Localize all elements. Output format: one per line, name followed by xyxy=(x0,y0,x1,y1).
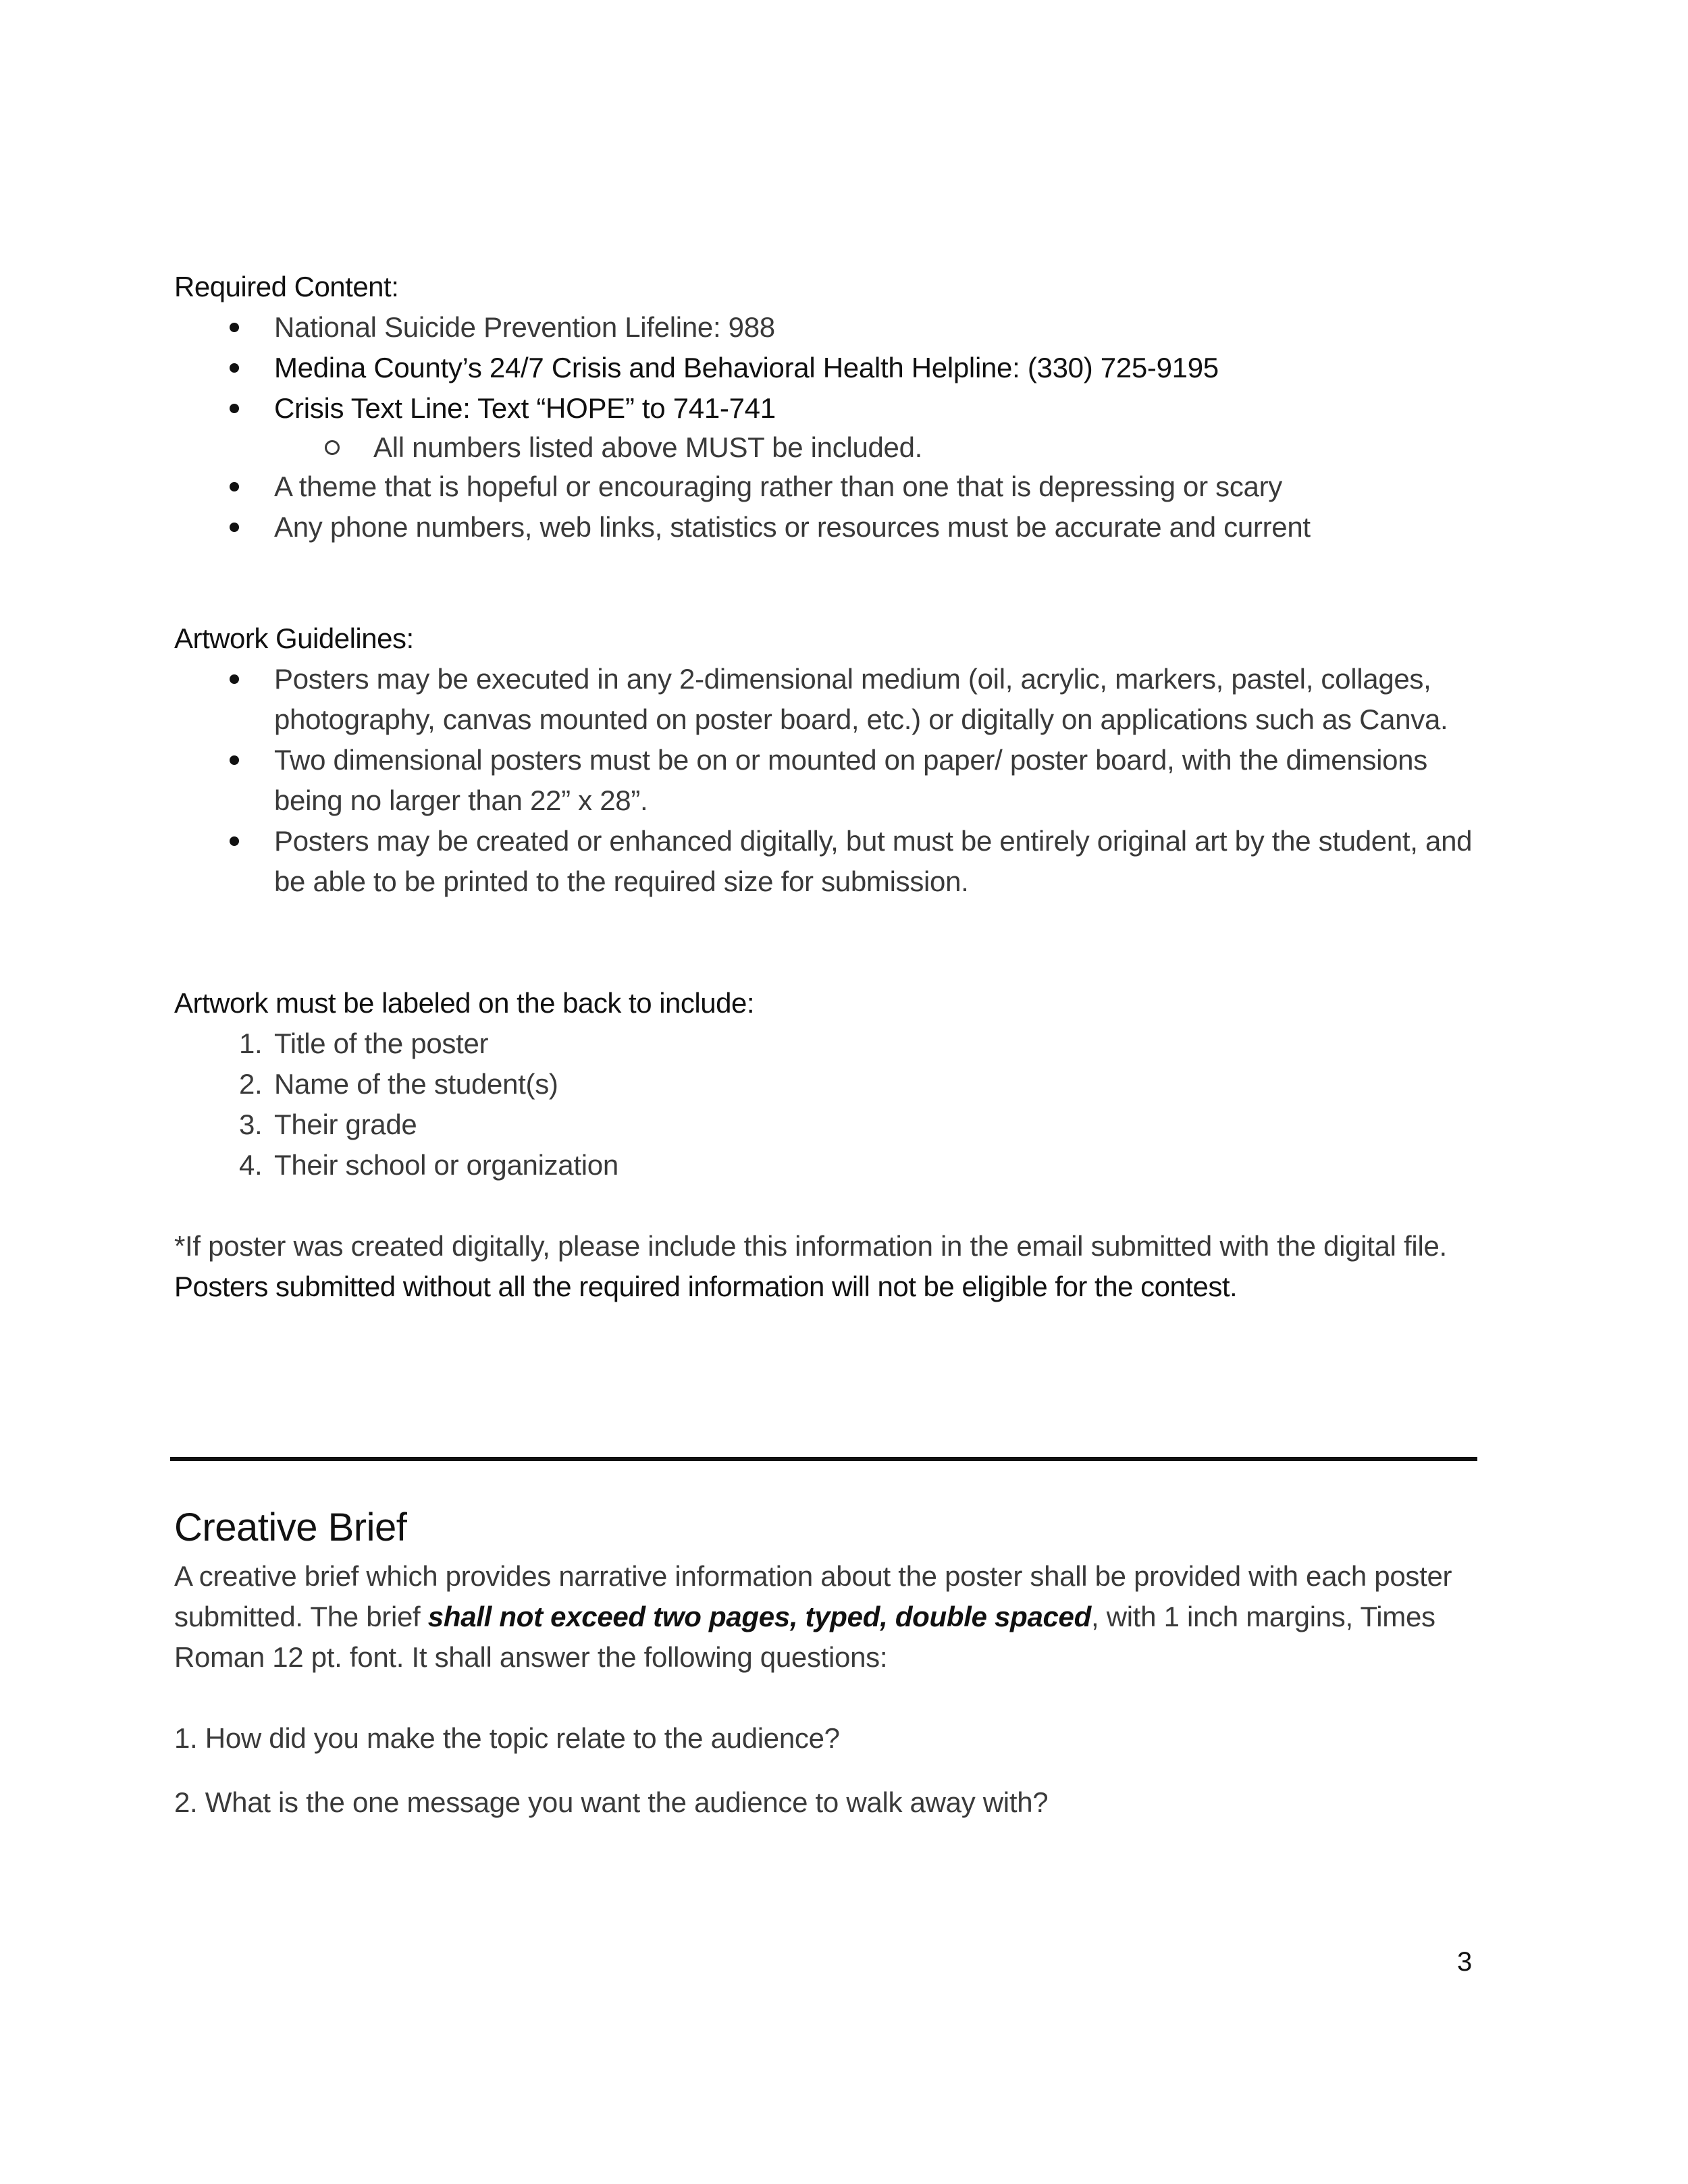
list-item-text: Posters may be executed in any 2-dimensional medium (oil, acrylic, markers, pastel, collages, photography, canvas mounted on poster board, etc.) or digitally on applications such as Canva. xyxy=(274,663,1448,735)
list-item xyxy=(174,348,1477,388)
list-item-text: Their grade xyxy=(274,1109,417,1140)
bullet-icon xyxy=(230,482,239,491)
page-number: 3 xyxy=(1457,1947,1473,1977)
intro-text-start: A creative brief which provides narrative information about the poster shall be provided with each poster submitted. The brief xyxy=(174,1560,1452,1632)
list-item-text: Two dimensional posters must be on or mounted on paper/ poster board, with the dimensions being no larger than 22” x 28”. xyxy=(274,744,1427,816)
section-divider xyxy=(170,1457,1477,1461)
sub-list-item xyxy=(174,429,1477,467)
list-item-text: A theme that is hopeful or encouraging rather than one that is depressing or scary xyxy=(274,471,1282,502)
required-content-list-continued xyxy=(174,467,1477,548)
creative-brief-title: Creative Brief xyxy=(174,1506,407,1549)
bullet-icon xyxy=(230,404,239,413)
eligibility-note: Posters submitted without all the required information will not be eligible for the contest. xyxy=(174,1271,1238,1302)
creative-brief-intro xyxy=(174,1556,1477,1678)
list-item xyxy=(174,507,1477,548)
list-item xyxy=(174,1104,1477,1145)
list-item xyxy=(174,821,1477,902)
page-content xyxy=(174,267,1477,1307)
bullet-icon xyxy=(230,323,239,332)
labeling-list xyxy=(174,1023,1477,1186)
list-item xyxy=(174,388,1477,429)
list-item xyxy=(174,659,1477,740)
artwork-guidelines-list xyxy=(174,659,1477,902)
intro-text-end: , with 1 inch margins, Times Roman 12 pt. font. It shall answer the following questions: xyxy=(174,1601,1435,1673)
sub-list-item-text: All numbers listed above MUST be included. xyxy=(373,431,923,463)
digital-note: *If poster was created digitally, please include this information in the email submitted with the digital file. xyxy=(174,1230,1447,1262)
list-item-text: Crisis Text Line: Text “HOPE” to 741-741 xyxy=(274,392,776,424)
list-item-text: Medina County’s 24/7 Crisis and Behavioral Health Helpline: (330) 725-9195 xyxy=(274,352,1219,383)
list-item xyxy=(174,307,1477,348)
artwork-guidelines-heading: Artwork Guidelines: xyxy=(174,622,414,654)
list-number: 4. xyxy=(239,1149,263,1181)
creative-brief-body xyxy=(174,1556,1477,1823)
list-item xyxy=(174,1145,1477,1186)
list-item-text: Title of the poster xyxy=(274,1028,489,1059)
hollow-bullet-icon xyxy=(325,440,340,455)
bullet-icon xyxy=(230,674,239,684)
list-item xyxy=(174,1064,1477,1104)
labeling-heading: Artwork must be labeled on the back to include: xyxy=(174,987,754,1019)
brief-question: 1. How did you make the topic relate to the audience? xyxy=(174,1722,840,1754)
bullet-icon xyxy=(230,523,239,532)
list-item-text: Their school or organization xyxy=(274,1149,618,1181)
bullet-icon xyxy=(230,755,239,765)
intro-emphasis: shall not exceed two pages, typed, double spaced xyxy=(427,1601,1091,1632)
list-item xyxy=(174,740,1477,821)
list-item-text: National Suicide Prevention Lifeline: 988 xyxy=(274,311,775,343)
list-item-text: Name of the student(s) xyxy=(274,1068,558,1100)
required-content-heading: Required Content: xyxy=(174,271,399,302)
list-item-text: Posters may be created or enhanced digitally, but must be entirely original art by the student, and be able to be printed to the required size for submission. xyxy=(274,825,1473,897)
bullet-icon xyxy=(230,363,239,373)
list-item-text: Any phone numbers, web links, statistics or resources must be accurate and current xyxy=(274,511,1311,543)
bullet-icon xyxy=(230,836,239,846)
list-item xyxy=(174,1023,1477,1064)
list-number: 3. xyxy=(239,1109,263,1140)
brief-question: 2. What is the one message you want the audience to walk away with? xyxy=(174,1786,1049,1818)
list-number: 1. xyxy=(239,1028,263,1059)
list-number: 2. xyxy=(239,1068,263,1100)
list-item xyxy=(174,467,1477,507)
required-content-list xyxy=(174,307,1477,429)
